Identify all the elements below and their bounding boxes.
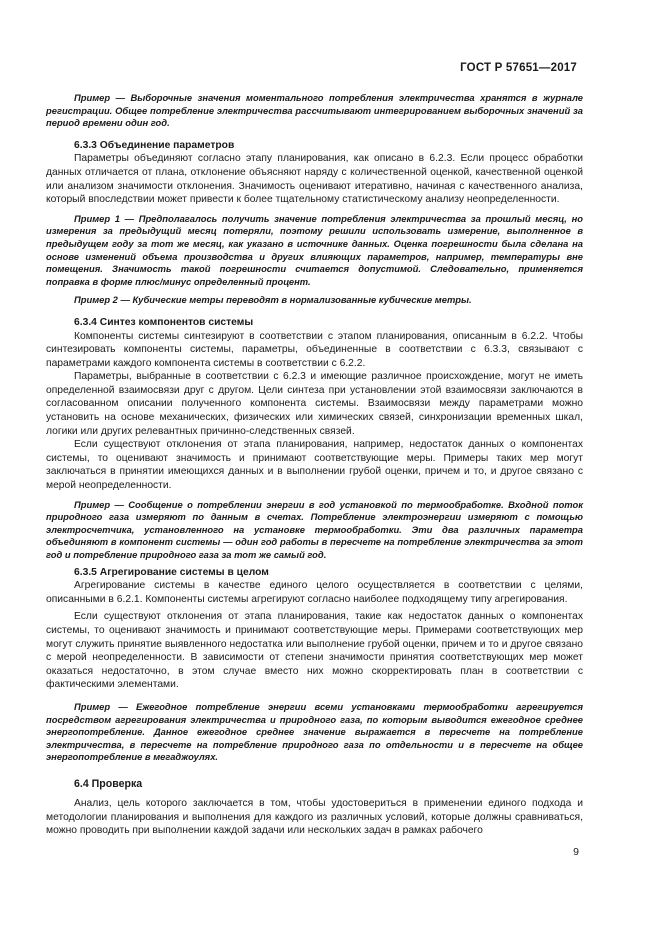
paragraph: Компоненты системы синтезируют в соответствии с этапом планирования, описанным в 6.2.2. Чтобы синтезировать компоненты системы, параметры, объединенные в соответствии с 6.3.3, связывают с параметрами каждого компонента системы в соответствии с 6.2.2. [46, 330, 583, 369]
paragraph: Анализ, цель которого заключается в том, чтобы удостовериться в применении единого подхода и методологии планирования и выполнения для каждого из различных условий, которые должны сравниваться, можно проводить при выполнении каждой задачи или нескольких задач в рамках рабочего [46, 797, 583, 837]
example-2: Пример 2 — Кубические метры переводят в нормализованные кубические метры. [74, 294, 472, 306]
section-6-3-4-title: 6.3.4 Синтез компонентов системы [74, 316, 254, 328]
paragraph: Если существуют отклонения от этапа планирования, например, недостаток данных о компонентах системы, то оценивают значимость и принимают соответствующие меры. Примеры таких мер могут заключаться в принятии имеющихся данных и в выполнении грубой оценки, причем и то, и другое связано с мерой неопределенности. [46, 439, 583, 492]
paragraph: Параметры объединяют согласно этапу планирования, как описано в 6.2.3. Если процесс обработки данных отличается от плана, отклонение объясняют наряду с количественной оценкой, качественной оценкой или анализом значимости отклонения. Значимость оценивают итеративно, начиная с качественного анализа, который впоследствии может привести к более тщательному статистическому анализу неопределенности. [46, 153, 583, 206]
example-1: Пример 1 — Предполагалось получить значение потребления электричества за прошлый месяц, но измерения за предыдущий месяц потеряли, поэтому решили использовать измерение, выполненное в предыдущем году за тот же месяц, как указано в источнике данных. Оценка погрешности была сделана на основе изменений объема производства и других влияющих параметров, например, температуры вне помещения. Значимость такой погрешности считается допустимой. Следовательно, применяется поправка в форме плюс/минус определенный процент. [46, 212, 583, 287]
section-6-3-5-title: 6.3.5 Агрегирование системы в целом [74, 566, 269, 578]
page-content [46, 92, 583, 838]
note-intro: Пример — Выборочные значения моментального потребления электричества хранятся в журнале регистрации. Общее потребление электричества рассчитывают интегрированием выборочных значений за период времени один год. [46, 92, 583, 129]
example: Пример — Ежегодное потребление энергии всеми установками термообработки агрегируется посредством агрегирования электричества и природного газа, по которым выводится ежегодное среднее энергопотребление. Данное ежегодное среднее значение выражается в пересчете на потребление электричества, в пересчете на потребление природного газа по отдельности и в пересчете на общее энергопотребление в мегаджоулях. [46, 700, 583, 763]
paragraph: Агрегирование системы в качестве единого целого осуществляется в соответствии с целями, описанными в 6.2.1. Компоненты системы агрегируют согласно наиболее подходящему типу агрегирования. [46, 580, 583, 605]
page-number: 9 [573, 846, 579, 858]
paragraph: Если существуют отклонения от этапа планирования, такие как недостаток данных о компонентах системы, то оценивают значимость и принимают соответствующие меры. Примерами соответствующих мер могут служить принятие выявленного недостатка или выполнение грубой оценки, причем и то и другое связано с мерой неопределенности. В зависимости от степени значимости принятия соответствующих мер может оказаться недостаточно, в этом случае вместо них можно скорректировать план в соответствии с фактическими элементами. [46, 611, 583, 691]
section-6-4-title: 6.4 Проверка [74, 777, 143, 790]
paragraph: Параметры, выбранные в соответствии с 6.2.3 и имеющие различное происхождение, могут не иметь определенной взаимосвязи друг с другом. Цели синтеза при установлении этой взаимосвязи заключаются в согласованном описании полученного компонента системы. Взаимосвязи между параметрами можно установить на основе механических, физических или химических связей, синхронизации временных шкал, логики или других релевантных причинно-следственных связей. [46, 371, 583, 437]
standard-code: ГОСТ Р 57651—2017 [460, 62, 577, 74]
section-6-3-3-title: 6.3.3 Объединение параметров [74, 139, 235, 151]
example: Пример — Сообщение о потреблении энергии в год установкой по термообработке. Входной поток природного газа измеряют по данным в счетах. Потребление электроэнергии измеряют с помощью электросчетчика, установленного на установке термообработки. Эти два различных параметра объединяют в компонент системы — один год работы в пересчете на потребление электричества за этот год и потребление природного газа за тот же самый год. [46, 498, 583, 560]
